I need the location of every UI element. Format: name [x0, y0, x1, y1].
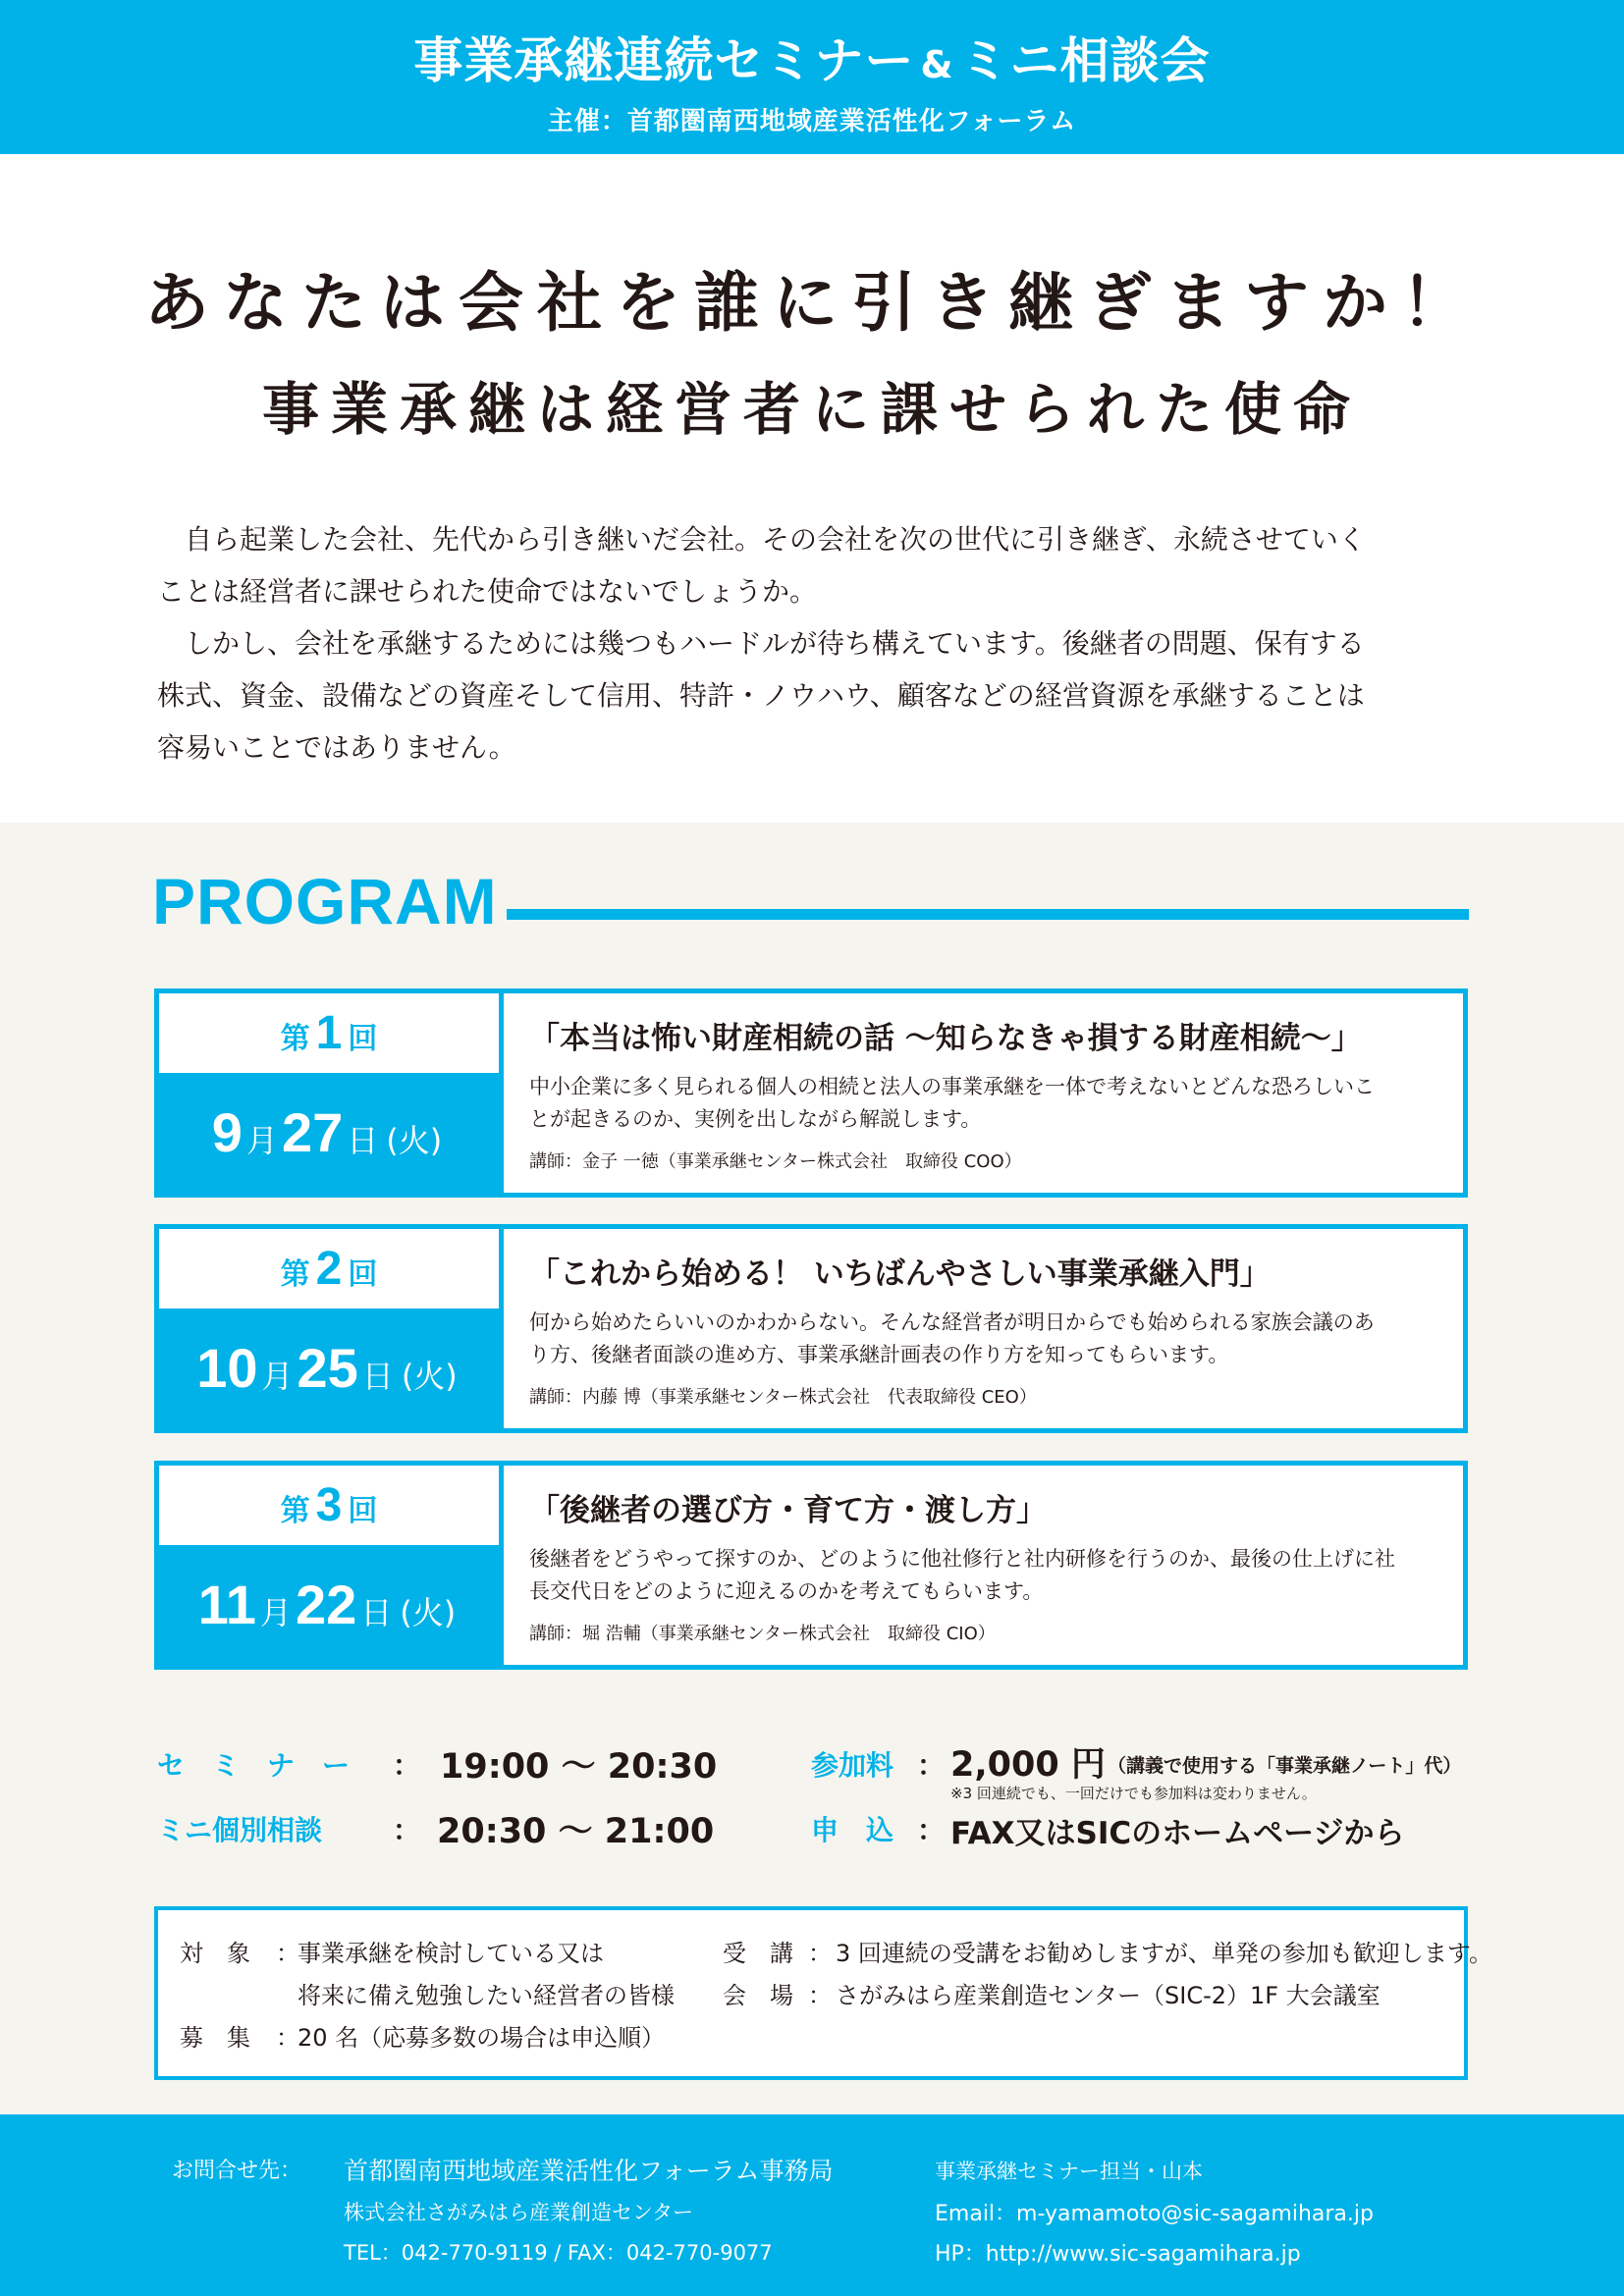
- program-heading: PROGRAM: [152, 865, 498, 937]
- seminar-time-label: セ ミ ナ ー: [157, 1749, 351, 1782]
- info-box: [154, 1906, 1492, 2080]
- session-date: 10 月25 日 (火): [159, 1308, 499, 1428]
- session-body: [499, 993, 1463, 1193]
- fee-amount: 2,000 円: [950, 1745, 1106, 1785]
- capacity-sep: ：: [276, 2024, 299, 2052]
- contact-email: Email：m-yamamoto@sic-sagamihara.jp: [935, 2202, 1374, 2226]
- session-number: 第 2 回: [159, 1229, 499, 1308]
- intro-line: しかし、会社を承継するためには幾つもハードルが待ち構えています。後継者の問題、保有する: [157, 627, 1365, 660]
- fee-label: 参加料: [811, 1749, 894, 1782]
- contact-label: お問合せ先：: [172, 2159, 302, 2183]
- contact-tel-fax: TEL：042-770-9119 / FAX：042-770-9077: [344, 2241, 773, 2265]
- contact-person: 事業承継セミナー担当・山本: [935, 2160, 1203, 2183]
- consult-time-label: ミニ個別相談: [157, 1814, 323, 1846]
- venue-value: さがみはら産業創造センター（SIC-2）1F 大会議室: [836, 1982, 1380, 2009]
- session-title: 「後継者の選び方・育て方・渡し方」: [529, 1493, 1047, 1528]
- session-card-1: [154, 988, 1468, 1198]
- contact-homepage: HP：http://www.sic-sagamihara.jp: [935, 2242, 1301, 2267]
- headline-question: あなたは会社を誰に引き継ぎますか！: [144, 265, 1480, 341]
- session-lecturer: 講師：金子 一徳（事業承継センター株式会社 取締役 COO）: [529, 1151, 1022, 1172]
- session-desc-line: 後継者をどうやって探すのか、どのように他社修行と社内研修を行うのか、最後の仕上げに社: [529, 1547, 1395, 1571]
- attend-label: 受 講: [723, 1940, 793, 1967]
- fee-colon: ：: [917, 1749, 946, 1782]
- venue-sep: ：: [808, 1982, 832, 2009]
- session-body: [499, 1466, 1463, 1665]
- target-label: 対 象: [180, 1940, 250, 1967]
- fee-note: （講義で使用する「事業承継ノート」代）: [1108, 1755, 1462, 1777]
- intro-line: 自ら起業した会社、先代から引き継いだ会社。その会社を次の世代に引き継ぎ、永続させていく: [157, 523, 1366, 556]
- fee-small-note: ※3 回連続でも、一回だけでも参加料は変わりません。: [950, 1785, 1317, 1802]
- session-number: 第 1 回: [159, 993, 499, 1073]
- intro-paragraph: [157, 513, 1492, 774]
- session-desc-line: 何から始めたらいいのかわからない。そんな経営者が明日からでも始められる家族会議のあ: [529, 1310, 1375, 1334]
- contact-org: 首都圏南西地域産業活性化フォーラム事務局: [344, 2157, 834, 2185]
- consult-colon: ：: [393, 1814, 421, 1846]
- session-desc-line: とが起きるのか、実例を出しながら解説します。: [529, 1107, 982, 1131]
- session-lecturer: 講師：内藤 博（事業承継センター株式会社 代表取締役 CEO）: [529, 1387, 1037, 1408]
- session-title: 「これから始める！ いちばんやさしい事業承継入門」: [529, 1256, 1271, 1292]
- session-body: [499, 1229, 1463, 1428]
- target-sep: ：: [276, 1940, 299, 1967]
- seminar-time: 19:00 〜 20:30: [440, 1747, 718, 1787]
- apply-method: FAX又はSICのホームページから: [950, 1816, 1405, 1851]
- contact-company: 株式会社さがみはら産業創造センター: [344, 2201, 694, 2224]
- apply-label: 申 込: [811, 1814, 894, 1846]
- intro-line: 株式、資金、設備などの資産そして信用、特許・ノウハウ、顧客などの経営資源を承継することは: [157, 679, 1365, 712]
- capacity-value: 20 名（応募多数の場合は申込順）: [298, 2024, 666, 2052]
- session-date: 11 月22 日 (火): [159, 1545, 499, 1665]
- session-desc-line: 長交代日をどのように迎えるのかを考えてもらいます。: [529, 1579, 1044, 1603]
- session-desc-line: り方、後継者面談の進め方、事業承継計画表の作り方を知ってもらいます。: [529, 1343, 1229, 1366]
- session-number: 第 3 回: [159, 1466, 499, 1545]
- program-rule: [507, 909, 1469, 920]
- target-value-2: 将来に備え勉強したい経営者の皆様: [298, 1982, 675, 2009]
- session-card-2: [154, 1224, 1468, 1433]
- session-title: 「本当は怖い財産相続の話 〜知らなきゃ損する財産相続〜」: [529, 1021, 1362, 1056]
- consult-time: 20:30 〜 21:00: [437, 1812, 715, 1851]
- attend-value: 3 回連続の受講をお勧めしますが、単発の参加も歓迎します。: [836, 1940, 1492, 1967]
- header-band: [0, 0, 1624, 154]
- session-desc-line: 中小企業に多く見られる個人の相続と法人の事業承継を一体で考えないとどんな恐ろしいこ: [529, 1075, 1375, 1098]
- event-title: 事業承継連続セミナー & ミニ相談会: [413, 32, 1211, 89]
- intro-line: ことは経営者に課せられた使命ではないでしょうか。: [157, 575, 818, 608]
- session-lecturer: 講師：堀 浩輔（事業承継センター株式会社 取締役 CIO）: [529, 1624, 996, 1644]
- attend-sep: ：: [808, 1940, 832, 1967]
- seminar-colon: ：: [393, 1749, 421, 1782]
- session-card-3: [154, 1461, 1468, 1670]
- capacity-label: 募 集: [180, 2024, 250, 2052]
- venue-label: 会 場: [723, 1982, 793, 2009]
- organizer-text: 主催：首都圏南西地域産業活性化フォーラム: [547, 107, 1077, 136]
- session-date: 9 月27 日 (火): [159, 1073, 499, 1193]
- apply-colon: ：: [917, 1814, 946, 1846]
- target-value-1: 事業承継を検討している又は: [298, 1940, 604, 1967]
- intro-line: 容易いことではありません。: [157, 731, 516, 764]
- footer-band: [0, 2114, 1624, 2296]
- headline-statement: 事業承継は経営者に課せられた使命: [261, 376, 1362, 443]
